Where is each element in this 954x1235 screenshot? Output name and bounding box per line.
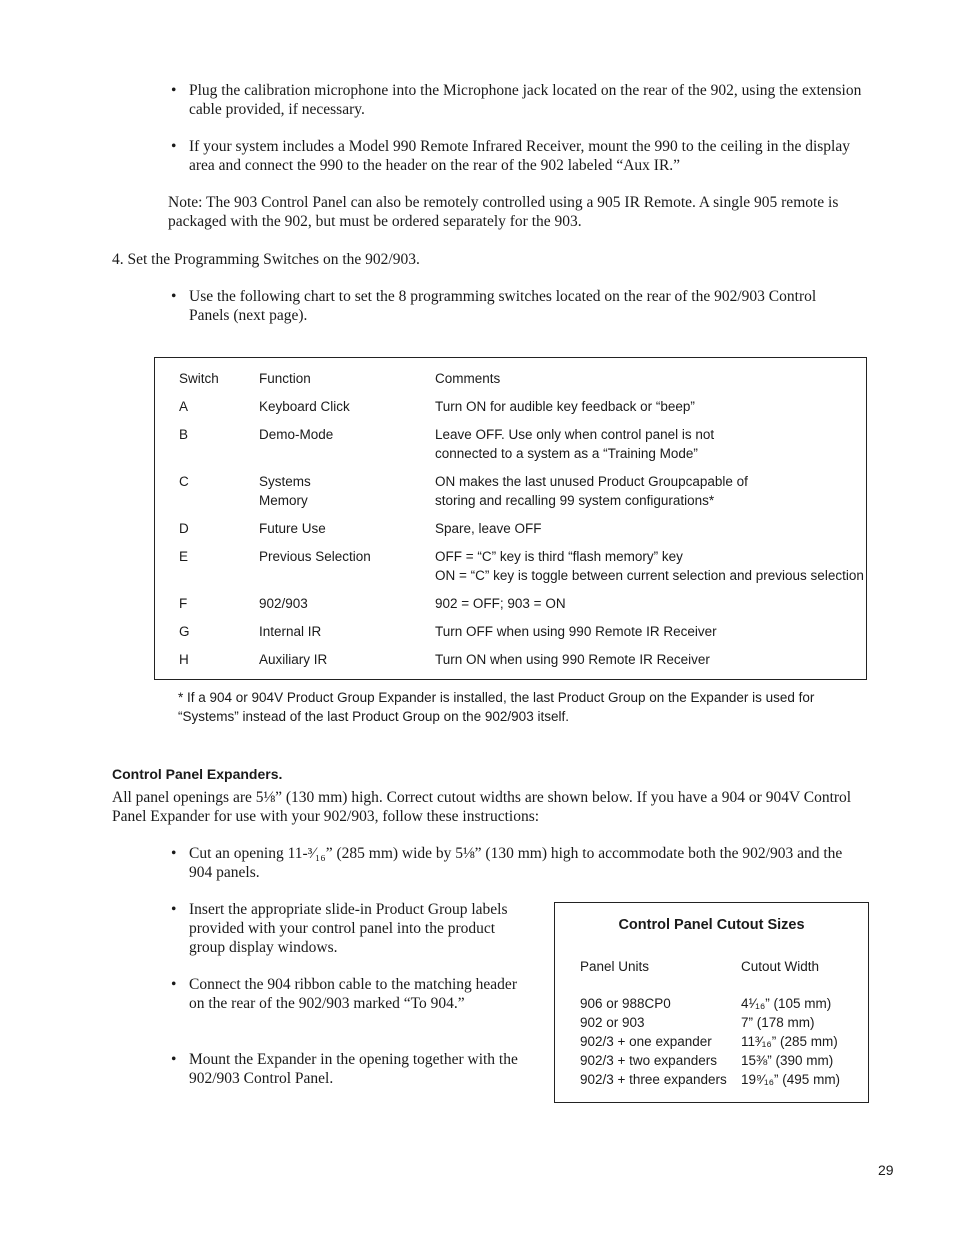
width-cell: 4¹⁄₁₆” (105 mm) bbox=[741, 996, 832, 1011]
cutout-sizes-table bbox=[554, 902, 869, 1103]
width-cell: 11³⁄₁₆” (285 mm) bbox=[741, 1034, 838, 1049]
header-function: Function bbox=[259, 371, 311, 386]
header-cutout-width: Cutout Width bbox=[741, 959, 820, 974]
width-cell: 15⅜” (390 mm) bbox=[741, 1053, 834, 1068]
units-cell: 902 or 903 bbox=[580, 1015, 645, 1030]
bullet-text-remote-receiver: If your system includes a Model 990 Remote Infrared Receiver, mount the 990 to the ceiling in the display area and connect the 990 to the header on the rear of the 902 labeled “Aux IR.” bbox=[189, 138, 850, 174]
units-cell: 902/3 + one expander bbox=[580, 1034, 712, 1049]
function-cell: Demo-Mode bbox=[259, 427, 334, 442]
comment-cell: Turn ON when using 990 Remote IR Receiver bbox=[435, 652, 710, 667]
function-cell: Internal IR bbox=[259, 624, 322, 639]
switch-cell: G bbox=[179, 624, 190, 639]
header-panel-units: Panel Units bbox=[580, 959, 650, 974]
section-heading: Control Panel Expanders. bbox=[112, 766, 283, 782]
units-cell: 906 or 988CP0 bbox=[580, 996, 671, 1011]
bullet-icon: • bbox=[171, 976, 177, 993]
bullet-text-insert-labels: Insert the appropriate slide-in Product Group labels provided with your control panel into the product group display windows. bbox=[189, 901, 508, 956]
header-comments: Comments bbox=[435, 371, 501, 386]
switch-cell: B bbox=[179, 427, 189, 442]
bullet-icon: • bbox=[171, 82, 177, 99]
bullet-icon: • bbox=[171, 1051, 177, 1068]
function-cell: Keyboard Click bbox=[259, 399, 350, 414]
units-cell: 902/3 + two expanders bbox=[580, 1053, 717, 1068]
switch-cell: E bbox=[179, 549, 189, 564]
cutout-table-title: Control Panel Cutout Sizes bbox=[618, 917, 805, 933]
comment-cell: OFF = “C” key is third “flash memory” key ON = “C” key is toggle between current selection and previous selection bbox=[435, 549, 864, 583]
comment-cell: Turn ON for audible key feedback or “beep” bbox=[435, 399, 695, 414]
programming-switch-table bbox=[154, 357, 867, 680]
bullet-icon: • bbox=[171, 845, 177, 862]
units-cell: 902/3 + three expanders bbox=[580, 1072, 727, 1087]
comment-cell: Turn OFF when using 990 Remote IR Receiver bbox=[435, 624, 717, 639]
header-switch: Switch bbox=[179, 371, 219, 386]
bullet-icon: • bbox=[171, 288, 177, 305]
switch-cell: C bbox=[179, 474, 189, 489]
comment-cell: Leave OFF. Use only when control panel is not connected to a system as a “Training Mode” bbox=[435, 427, 715, 461]
bullet-text-chart: Use the following chart to set the 8 programming switches located on the rear of the 902/903 Control Panels (next page). bbox=[189, 288, 817, 324]
bullet-icon: • bbox=[171, 901, 177, 918]
switch-cell: H bbox=[179, 652, 189, 667]
comment-cell: 902 = OFF; 903 = ON bbox=[435, 596, 566, 611]
bullet-icon: • bbox=[171, 138, 177, 155]
bullet-text-microphone: Plug the calibration microphone into the Microphone jack located on the rear of the 902, using the extension cable provided, if necessary. bbox=[189, 82, 862, 118]
bullet-text-ribbon-cable: Connect the 904 ribbon cable to the matching header on the rear of the 902/903 marked “To 904.” bbox=[189, 976, 517, 1012]
function-cell: Systems Memory bbox=[259, 474, 311, 508]
bullet-text-cut-opening: Cut an opening 11-³⁄₁₆” (285 mm) wide by 5⅛” (130 mm) high to accommodate both the 902/903 and the 904 panels. bbox=[189, 845, 843, 881]
function-cell: Auxiliary IR bbox=[259, 652, 328, 667]
width-cell: 19⁹⁄₁₆” (495 mm) bbox=[741, 1072, 841, 1087]
function-cell: Previous Selection bbox=[259, 549, 371, 564]
comment-cell: ON makes the last unused Product Groupcapable of storing and recalling 99 system configurations* bbox=[435, 474, 748, 508]
switch-cell: D bbox=[179, 521, 189, 536]
switch-cell: A bbox=[179, 399, 189, 414]
bullet-text-mount-expander: Mount the Expander in the opening together with the 902/903 Control Panel. bbox=[189, 1051, 518, 1087]
function-cell: 902/903 bbox=[259, 596, 308, 611]
switch-cell: F bbox=[179, 596, 188, 611]
comment-cell: Spare, leave OFF bbox=[435, 521, 542, 536]
step-4-heading: 4. Set the Programming Switches on the 902/903. bbox=[112, 251, 420, 268]
function-cell: Future Use bbox=[259, 521, 326, 536]
table-footnote: * If a 904 or 904V Product Group Expander is installed, the last Product Group on the Expander is used for “Systems” instead of the last Product Group on the 902/903 itself. bbox=[178, 690, 815, 724]
section-paragraph: All panel openings are 5⅛” (130 mm) high. Correct cutout widths are shown below. If you have a 904 or 904V Control Panel Expander for use with your 902/903, follow these instructions: bbox=[112, 789, 852, 825]
note-paragraph: Note: The 903 Control Panel can also be remotely controlled using a 905 IR Remote. A single 905 remote is packaged with the 902, but must be ordered separately for the 903. bbox=[168, 194, 839, 230]
page-number: 29 bbox=[878, 1162, 894, 1178]
width-cell: 7” (178 mm) bbox=[741, 1015, 815, 1030]
